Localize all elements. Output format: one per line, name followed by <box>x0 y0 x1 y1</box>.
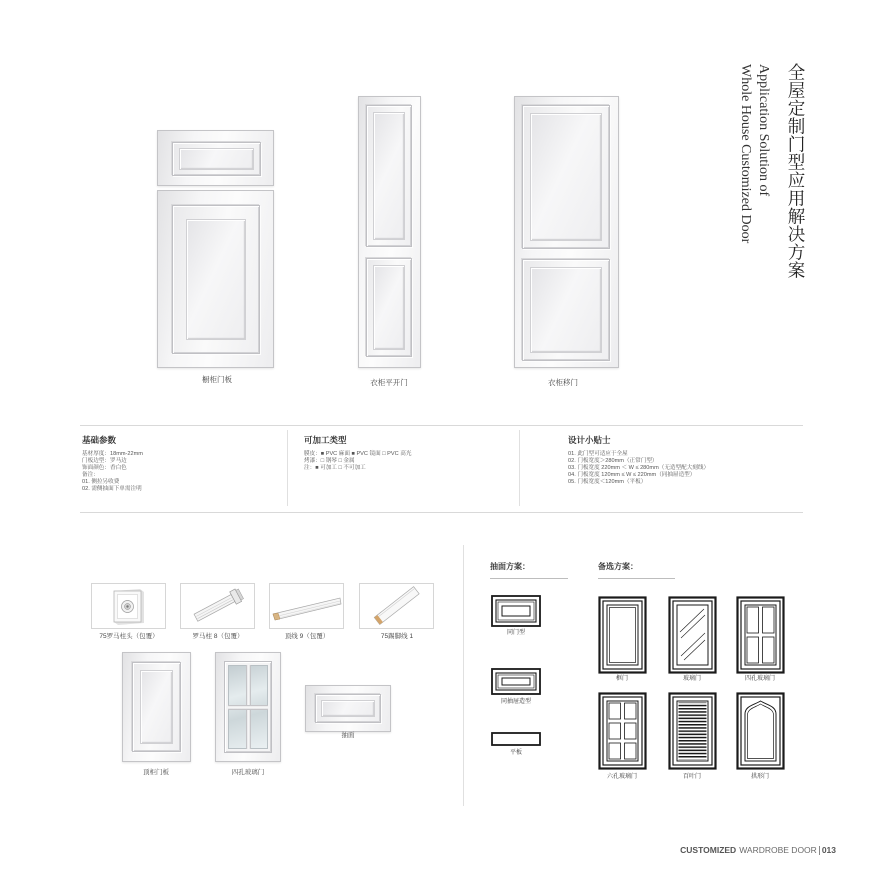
heading-underline <box>490 578 568 579</box>
spec-line: 02. 需侧抽面下单需注明 <box>82 486 142 493</box>
footer-series-bold: CUSTOMIZED <box>680 845 737 855</box>
glass-pane <box>228 665 268 749</box>
accessory-label: 75踢脚线 1 <box>380 633 414 640</box>
footer-separator <box>819 846 820 855</box>
product-label-drawer-front: 抽面 <box>341 732 355 739</box>
accessory-label: 顶线 9（包覆） <box>284 633 330 640</box>
upper-raised-panel <box>366 105 412 247</box>
spec-heading: 设计小贴士 <box>568 435 611 445</box>
spec-line: 04. 门板宽度 120mm ≤ W ≤ 220mm（同抽屉造型） <box>568 472 696 479</box>
raised-panel <box>172 142 261 176</box>
drawer-front <box>305 685 391 732</box>
spec-processing-types <box>304 435 411 472</box>
upper-raised-panel <box>522 105 610 249</box>
panel-field <box>373 112 405 240</box>
accessory-label: 75罗马柱头（包覆） <box>99 633 159 640</box>
divider-vertical <box>287 430 288 506</box>
product-label-top-cabinet-door: 顶柜门板 <box>143 769 169 776</box>
baseboard-image <box>360 584 433 628</box>
scheme-label: 同抽屉造型 <box>500 699 531 705</box>
frame-door-drawing <box>598 596 647 674</box>
glass-frame <box>224 661 272 753</box>
spec-basic-params <box>82 435 143 494</box>
product-label-swing-door: 衣柜平开门 <box>370 378 408 387</box>
flat-panel-drawing <box>491 732 541 746</box>
same-drawer-style-drawing <box>491 668 541 695</box>
lower-raised-panel <box>366 258 412 357</box>
alternative-scheme-heading: 备选方案： <box>598 562 638 571</box>
column-cap-image <box>92 584 165 628</box>
roman-column-image <box>181 584 254 628</box>
wardrobe-sliding-door <box>514 96 619 368</box>
panel-field <box>530 113 602 241</box>
scheme-label: 百叶门 <box>682 774 701 780</box>
divider-vertical <box>463 545 464 806</box>
four-pane-glass-door <box>215 652 281 762</box>
page-title-english-line-2: Whole House Customized Door <box>738 64 753 244</box>
accessory-roman-column <box>180 583 255 629</box>
raised-panel <box>172 205 260 354</box>
same-door-style-drawing <box>491 595 541 627</box>
spec-line: 01. 此门型可适应于全屋 <box>568 451 628 457</box>
panel-field <box>321 700 375 717</box>
cabinet-drawer-front <box>157 130 274 186</box>
spec-line: 烤漆：□ 钢琴 □ 金属 <box>304 458 355 465</box>
arched-door-drawing <box>736 692 785 770</box>
spec-heading: 可加工类型 <box>304 435 347 445</box>
page-title-chinese: 全屋定制门型应用解决方案 <box>785 63 805 279</box>
page-footer <box>680 845 836 856</box>
spec-line: 基材厚度：18mm-22mm <box>82 451 143 457</box>
scheme-label: 玻璃门 <box>682 676 701 682</box>
scheme-label: 平板 <box>509 750 522 756</box>
product-label-cabinet-door: 橱柜门板 <box>202 375 232 384</box>
spec-line: 03. 门板宽度 220mm ＜ W ≤ 280mm（无造型配大刻线） <box>568 465 710 472</box>
spec-line: 门板边型：罗马边 <box>82 458 127 465</box>
scheme-label: 六孔玻璃门 <box>606 774 637 780</box>
lower-raised-panel <box>522 259 610 361</box>
raised-panel <box>315 694 381 723</box>
scheme-label: 四孔玻璃门 <box>744 676 775 682</box>
scheme-label: 框门 <box>615 676 628 682</box>
accessory-baseboard <box>359 583 434 629</box>
panel-field <box>186 219 246 340</box>
spec-line: 05. 门板宽度＜120mm（平板） <box>568 479 647 486</box>
page-number: 013 <box>821 845 836 855</box>
spec-line: 膜皮：■ PVC 麻面 ■ PVC 镜面 □ PVC 高光 <box>304 451 412 457</box>
spec-line: 备注： <box>82 472 99 479</box>
muntin-horizontal <box>228 705 268 710</box>
scheme-label: 拱形门 <box>750 774 769 780</box>
panel-field <box>179 148 254 170</box>
top-cabinet-door <box>122 652 191 762</box>
panel-field <box>530 267 602 353</box>
heading-underline <box>598 578 675 579</box>
crown-molding-image <box>270 584 343 628</box>
spec-heading: 基础参数 <box>82 435 117 445</box>
accessory-crown-molding <box>269 583 344 629</box>
scheme-label: 同门型 <box>506 630 525 636</box>
accessory-label: 罗马柱 8（包覆） <box>192 633 244 640</box>
divider-bottom <box>80 512 803 513</box>
spec-design-tips <box>568 435 709 486</box>
divider-vertical <box>519 430 520 506</box>
spec-line: 饰面颜色：香白色 <box>82 465 127 472</box>
drawer-scheme-heading: 抽面方案： <box>490 562 530 571</box>
wardrobe-swing-door <box>358 96 421 368</box>
cabinet-door <box>157 190 274 368</box>
panel-field <box>140 670 173 744</box>
footer-series-rest: WARDROBE DOOR <box>739 845 817 855</box>
six-pane-glass-door-drawing <box>598 692 647 770</box>
page-title-english <box>736 64 772 243</box>
spec-line: 注：■ 可加工 □ 不可加工 <box>304 465 366 472</box>
raised-panel <box>132 662 181 752</box>
spec-line: 02. 门板宽度＞280mm（正常门型） <box>568 458 658 465</box>
product-label-glass-door: 四孔玻璃门 <box>231 769 265 776</box>
louvered-door-drawing <box>668 692 717 770</box>
product-label-sliding-door: 衣柜移门 <box>548 378 578 387</box>
panel-field <box>373 265 405 350</box>
accessory-column-cap <box>91 583 166 629</box>
spec-line: 01. 侧拉另收费 <box>82 479 120 486</box>
glass-door-drawing <box>668 596 717 674</box>
four-pane-glass-door-drawing <box>736 596 785 674</box>
page-title-english-line-1: Application Solution of <box>756 64 771 197</box>
divider-top <box>80 425 803 426</box>
